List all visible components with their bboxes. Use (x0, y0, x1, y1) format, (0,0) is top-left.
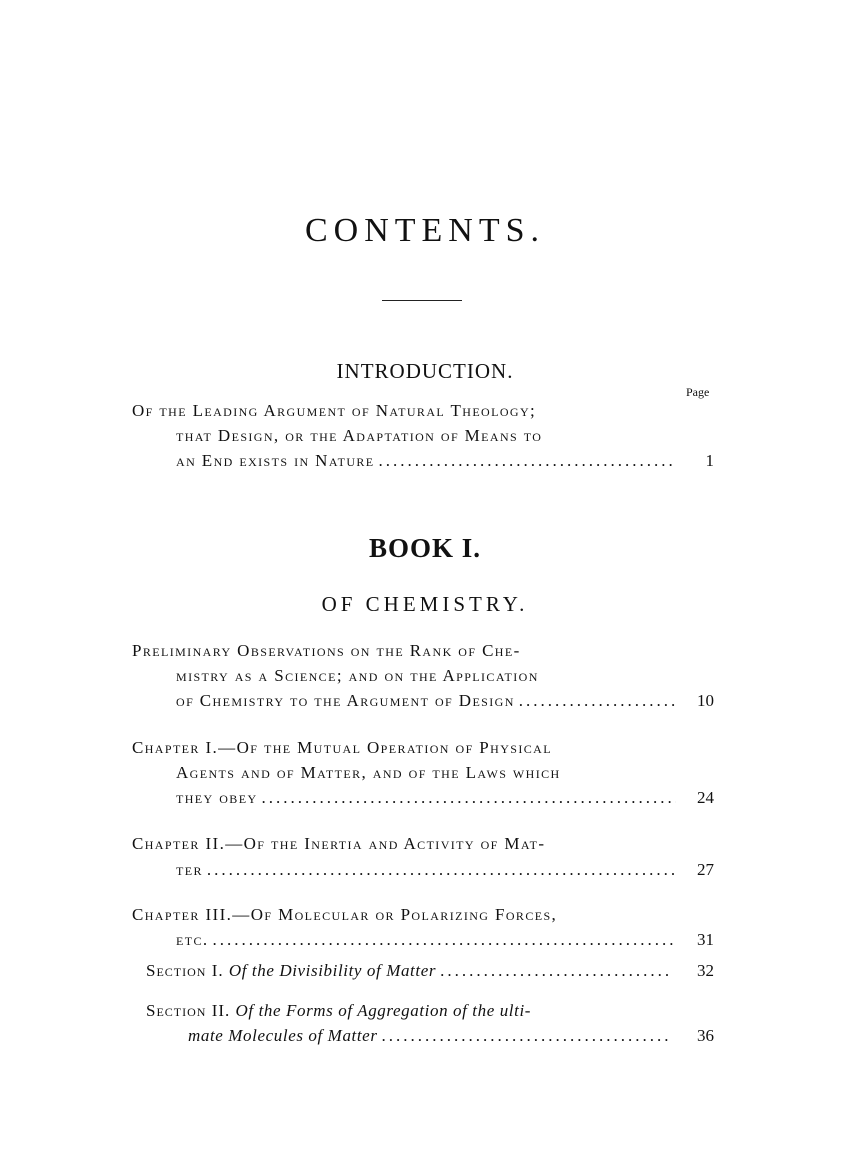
entry-line: Preliminary Observations on the Rank of Che- (132, 641, 521, 660)
book-subheading: OF CHEMISTRY. (321, 592, 529, 616)
section-label: Section II. (146, 1001, 231, 1020)
section-title: Of the Divisibility of Matter (228, 961, 437, 980)
section-line-leader (188, 1025, 668, 1047)
dot-leader (203, 859, 676, 881)
page-number: 27 (697, 860, 714, 879)
entry-line: ter (176, 860, 203, 879)
dot-leader (378, 1025, 668, 1047)
section-line (146, 960, 668, 982)
entry-line: Chapter III.—Of Molecular or Polarizing Forces, (132, 905, 558, 924)
page-number: 10 (697, 691, 714, 710)
page-title: CONTENTS. (304, 212, 546, 249)
section-line (146, 1000, 668, 1022)
entry-line: Agents and of Matter, and of the Laws which (176, 763, 561, 782)
dot-leader (375, 450, 676, 472)
entry-line: they obey (176, 788, 258, 807)
entry-line: etc. (176, 930, 209, 949)
page-number: 32 (697, 961, 714, 980)
entry-line: Of the Leading Argument of Natural Theology; (132, 401, 537, 420)
entry-line: of Chemistry to the Argument of Design (176, 691, 515, 710)
entry-line-leader (176, 450, 676, 472)
book-heading: BOOK I. (368, 533, 482, 563)
section-label: Section I. (146, 961, 224, 980)
dot-leader (436, 960, 668, 982)
entry-line: Chapter I.—Of the Mutual Operation of Physical (132, 738, 552, 757)
introduction-heading: INTRODUCTION. (336, 359, 514, 383)
entry-line-leader (176, 859, 676, 881)
page-number: 24 (697, 788, 714, 807)
dot-leader (209, 929, 676, 951)
page-number: 36 (697, 1026, 714, 1045)
title-divider (382, 300, 462, 301)
entry-line: Chapter II.—Of the Inertia and Activity of Mat- (132, 834, 546, 853)
entry-line-leader (176, 787, 676, 809)
entry-line: that Design, or the Adaptation of Means to (176, 426, 543, 445)
section-title: Of the Forms of Aggregation of the ulti- (235, 1001, 532, 1020)
entry-line-leader (176, 929, 676, 951)
dot-leader (258, 787, 676, 809)
dot-leader (515, 690, 676, 712)
entry-line: an End exists in Nature (176, 451, 375, 470)
page-number: 1 (705, 451, 714, 470)
entry-line-leader (176, 690, 676, 712)
page-column-label: Page (686, 385, 710, 399)
entry-line: mistry as a Science; and on the Application (176, 666, 539, 685)
page-number: 31 (697, 930, 714, 949)
section-title-continued: mate Molecules of Matter (188, 1026, 378, 1045)
